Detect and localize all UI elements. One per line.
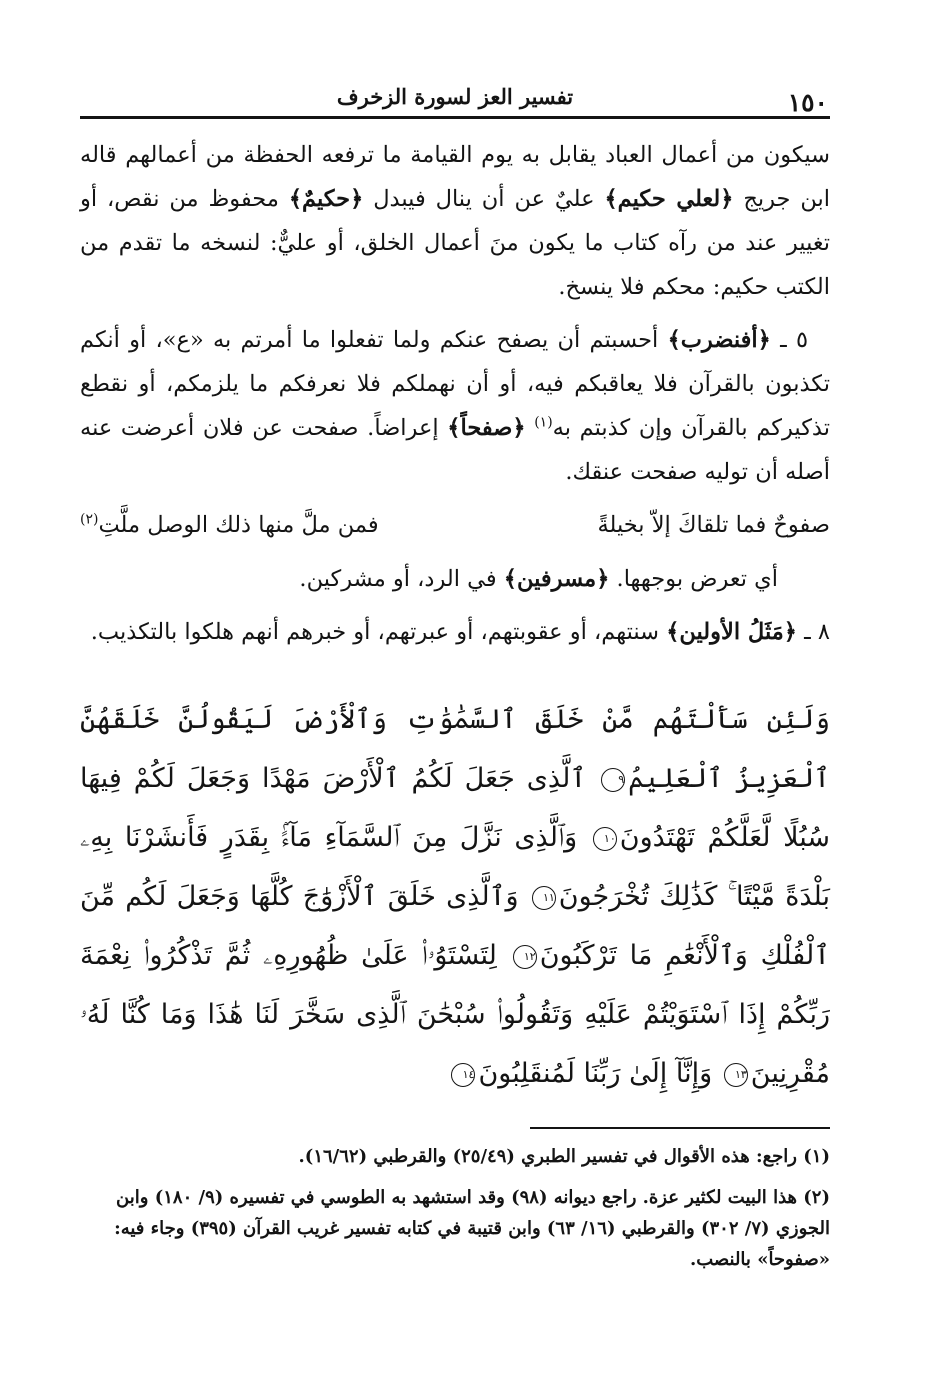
ayah-number-marker: ١٠ bbox=[593, 827, 617, 851]
verse-first-hemistich: صفوحٌ فما تلقاكَ إلاّ بخيلةً bbox=[597, 512, 830, 538]
verse-second-hemistich: فمن ملَّ منها ذلك الوصل ملَّتِ$^{(٢)}$ bbox=[80, 511, 379, 538]
ayah-number-marker: ١١ bbox=[532, 886, 556, 910]
footnote-2: (٢) هذا البيت لكثير عزة. راجع ديوانه (٩٨) وقد استشهد به الطوسي في تفسيره (٩/ ١٨٠) وابن الجوزي (٧/ ٣٠٢) والقرطبي (١٦/ ٦٣) وابن قتيبة في كتابه تفسير غريب القرآن (٣٩٥) وجاء فيه: «صفوحاً» بالنصب. bbox=[114, 1187, 830, 1270]
footnotes bbox=[80, 1141, 830, 1275]
quoted-phrase: ﴿أفنضرب﴾ bbox=[667, 327, 771, 353]
verse-number: ٥ ـ bbox=[780, 327, 809, 353]
commentary-text bbox=[80, 133, 830, 654]
footnote-ref-1: (١) bbox=[534, 414, 553, 431]
ayah-number-marker: ١٤ bbox=[451, 1063, 475, 1087]
poetry-verse bbox=[80, 503, 830, 547]
footnote-1: (١) راجع: هذه الأقوال في تفسير الطبري (٢٥/٤٩) والقرطبي (١٦/٦٢). bbox=[298, 1146, 830, 1167]
ayah-number-marker: ١٢ bbox=[513, 945, 537, 969]
paragraph-2: ٥ ـ ﴿أفنضرب﴾ أحسبتم أن يصفح عنكم ولما تفعلوا ما أمرتم به «ع»، أو أنكم تكذبون بالقرآن فلا يعاقبكم فيه، أو أن نهملكم فلا نعرفكم ما يلزمكم، أو نقطع تذكيركم بالقرآن وإن كذبتم به$^{(١)}$ ﴿صفحاً﴾ إعراضاً. صفحت عن فلان أعرضت عنه أصله أن توليه صفحت عنقك. bbox=[80, 327, 830, 485]
quoted-phrase: ﴿حكيمٌ﴾ bbox=[288, 186, 364, 212]
ayah-number-marker: ١٣ bbox=[724, 1063, 748, 1087]
quoted-phrase: ﴿مَثَلُ الأولين﴾ bbox=[666, 619, 797, 645]
ayah-number-marker: ٩ bbox=[601, 768, 625, 792]
paragraph-3: أي تعرض بوجهها. ﴿مسرفين﴾ في الرد، أو مشركين. bbox=[299, 566, 778, 592]
quran-text-block: وَلَئِن سَأَلْتَهُم مَّنْ خَلَقَ ٱلسَّمَٰوَٰتِ وَٱلْأَرْضَ لَيَقُولُنَّ خَلَقَهُنَّ ٱلْعَزِيزُ ٱلْعَلِيمُ٩ ٱلَّذِى جَعَلَ لَكُمُ ٱلْأَرْضَ مَهْدًا وَجَعَلَ لَكُمْ فِيهَا سُبُلًا لَّعَلَّكُمْ تَهْتَدُونَ١٠ وَٱلَّذِى نَزَّلَ مِنَ ٱلسَّمَآءِ مَآءًۢ بِقَدَرٍ فَأَنشَرْنَا بِهِۦ بَلْدَةً مَّيْتًا ۚ كَذَٰلِكَ تُخْرَجُونَ١١ وَٱلَّذِى خَلَقَ ٱلْأَزْوَٰجَ كُلَّهَا وَجَعَلَ لَكُم مِّنَ ٱلْفُلْكِ وَٱلْأَنْعَٰمِ مَا تَرْكَبُونَ١٢ لِتَسْتَوُۥا۟ عَلَىٰ ظُهُورِهِۦ ثُمَّ تَذْكُرُوا۟ نِعْمَةَ رَبِّكُمْ إِذَا ٱسْتَوَيْتُمْ عَلَيْهِ وَتَقُولُوا۟ سُبْحَٰنَ ٱلَّذِى سَخَّرَ لَنَا هَٰذَا وَمَا كُنَّا لَهُۥ مُقْرِنِينَ١٣ وَإِنَّآ إِلَىٰ رَبِّنَا لَمُنقَلِبُونَ١٤ bbox=[80, 704, 830, 1089]
quoted-phrase: ﴿لعلي حكيم﴾ bbox=[604, 186, 734, 212]
running-title: تفسير العز لسورة الزخرف bbox=[336, 84, 574, 109]
paragraph-4: ٨ ـ ﴿مَثَلُ الأولين﴾ سنتهم، أو عقوبتهم، أو عبرتهم، أو خبرهم أنهم هلكوا بالتكذيب. bbox=[90, 619, 830, 645]
page-header bbox=[80, 72, 830, 119]
verse-number: ٨ ـ bbox=[804, 619, 830, 645]
footnote-ref-2: (٢) bbox=[80, 511, 99, 528]
book-page bbox=[80, 72, 830, 1285]
quoted-phrase: ﴿مسرفين﴾ bbox=[503, 566, 610, 592]
page-number: ١٥٠ bbox=[787, 88, 828, 117]
paragraph-1: سيكون من أعمال العباد يقابل به يوم القيامة ما ترفعه الحفظة من أعمالهم قاله ابن جريج ﴿لعلي حكيم﴾ عليٌ عن أن ينال فيبدل ﴿حكيمٌ﴾ محفوظ من نقص، أو تغيير عند من رآه كتاب ما يكون منَ أعمال الخلق، أو عليٌّ: لنسخه ما تقدم من الكتب حكيم: محكم فلا ينسخ. bbox=[80, 142, 831, 300]
footnote-divider bbox=[530, 1127, 830, 1129]
quoted-phrase: ﴿صفحاً﴾ bbox=[447, 415, 526, 441]
